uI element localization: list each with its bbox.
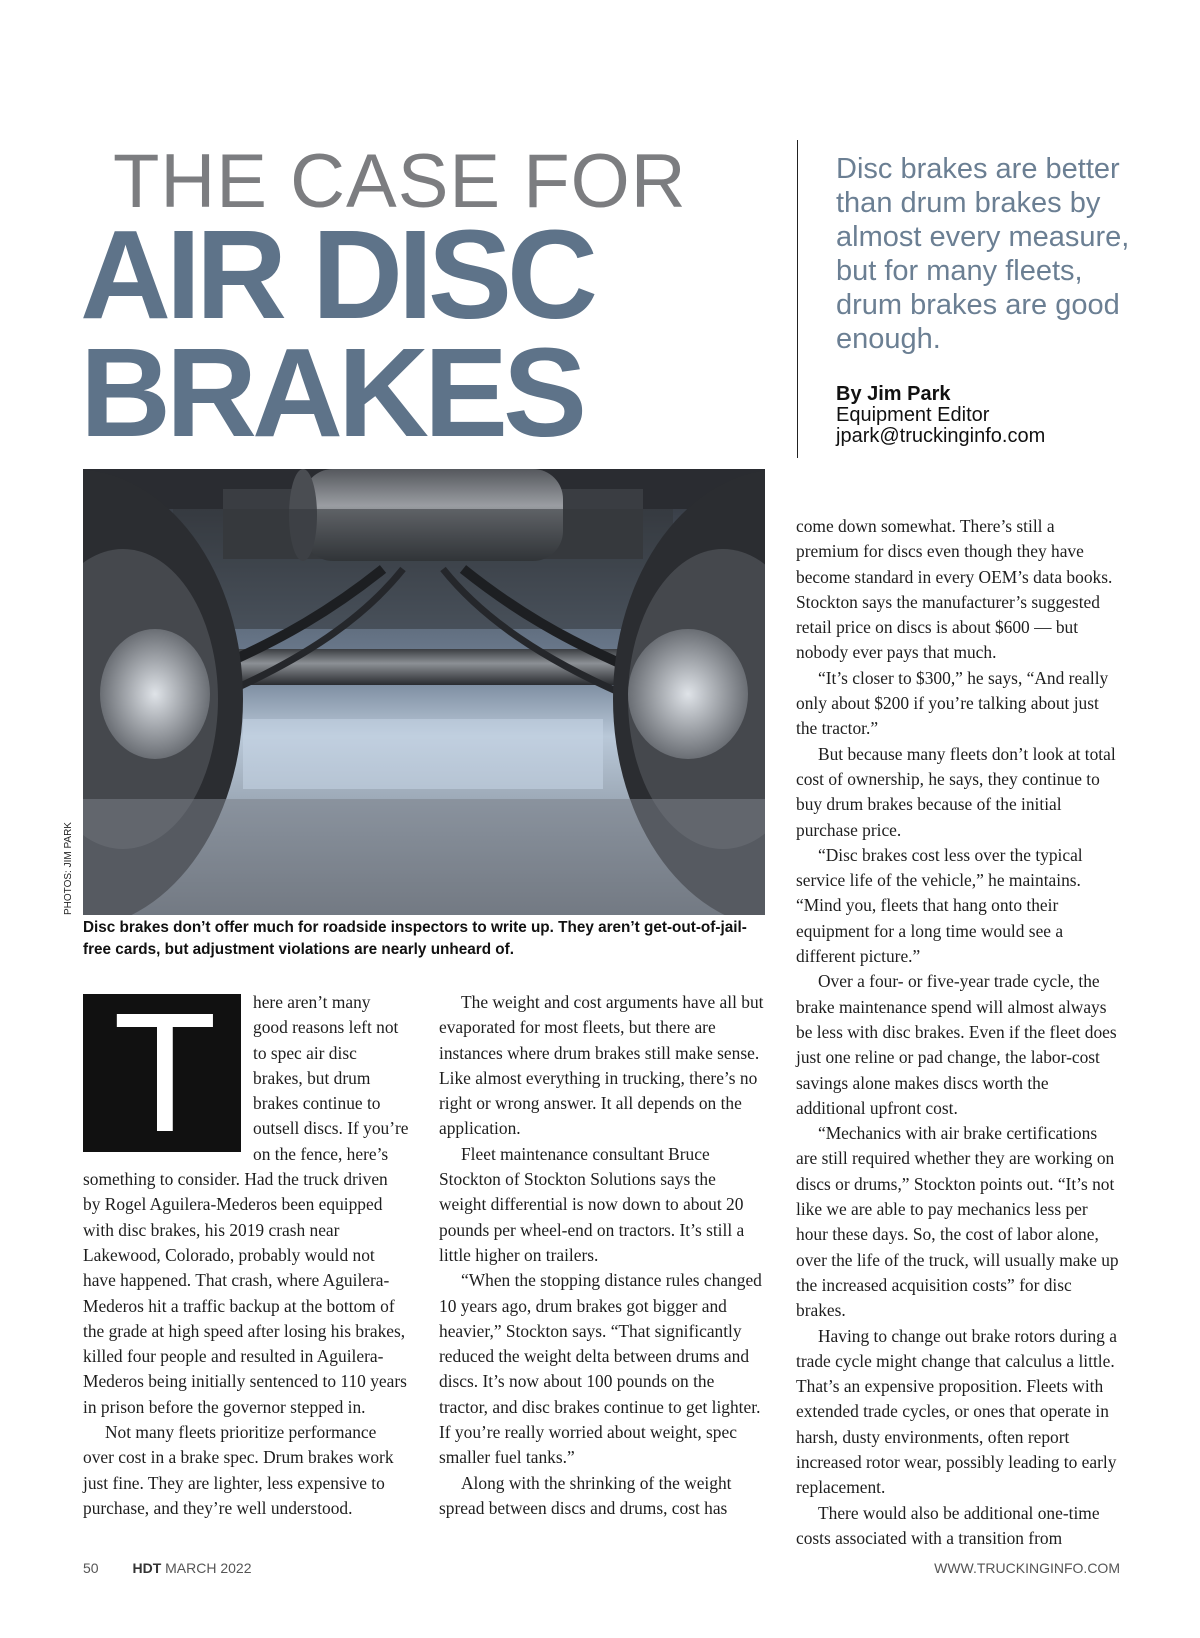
byline xyxy=(836,384,1156,447)
issue-date: MARCH 2022 xyxy=(165,1560,252,1576)
body-paragraph: “Mechanics with air brake certifications are still required whether they are working on discs or drums,” Stockton points out. “It’s not like we are able to pay mechanics less per hour these days. So, the cost of labor alone, over the life of the truck, will usually make up the increased acquisition costs” for disc brakes. xyxy=(796,1123,1119,1321)
divider-rule xyxy=(797,140,798,458)
body-paragraph: “When the stopping distance rules changed 10 years ago, drum brakes got bigger and heavier,” Stockton says. “That significantly reduced the weight delta between drums and discs. It’s now about 100 pounds on the tractor, and disc brakes continue to get lighter. If you’re really worried about weight, spec smaller fuel tanks.” xyxy=(439,1270,762,1468)
body-paragraph: come down somewhat. There’s still a premium for discs even though they have become standard in every OEM’s data books. Stockton says the manufacturer’s suggested retail price on discs is about $600 — but nobody ever pays that much. xyxy=(796,516,1113,663)
body-paragraph: “It’s closer to $300,” he says, “And really only about $200 if you’re talking about just the tractor.” xyxy=(796,667,1109,739)
body-paragraph: The weight and cost arguments have all but evaporated for most fleets, but there are instances where drum brakes still make sense. Like almost everything in trucking, there’s no right or wrong answer. It all depends on the application. xyxy=(439,992,764,1139)
body-paragraph: There would also be additional one-time costs associated with a transition from xyxy=(796,1502,1100,1548)
body-column-3 xyxy=(796,514,1120,1551)
headline-kicker: THE CASE FOR xyxy=(113,139,687,224)
drop-cap: T xyxy=(83,994,241,1152)
footer-left xyxy=(83,1560,252,1576)
page-number: 50 xyxy=(83,1560,99,1576)
photo-credit: PHOTOS: JIM PARK xyxy=(63,822,74,915)
body-column-2 xyxy=(439,990,765,1521)
deck-text: Disc brakes are better than drum brakes by almost every measure, but for many fleets, drum brakes are good enough. xyxy=(836,153,1130,355)
body-paragraph: Along with the shrinking of the weight spread between discs and drums, cost has xyxy=(439,1472,732,1518)
body-paragraph: But because many fleets don’t look at total cost of ownership, he says, they continue to buy drum brakes because of the initial purchase price. xyxy=(796,743,1116,840)
website-url[interactable]: WWW.TRUCKINGINFO.COM xyxy=(934,1560,1120,1576)
author-name: By Jim Park xyxy=(836,383,951,405)
truck-axle-photo xyxy=(83,469,765,915)
body-paragraph: Fleet maintenance consultant Bruce Stockton of Stockton Solutions says the weight differential is now down to about 20 pounds per wheel-end on tractors. It’s still a little higher on trailers. xyxy=(439,1143,745,1265)
author-title: Equipment Editor xyxy=(836,404,990,426)
body-paragraph: here aren’t many good reasons left not to spec air disc brakes, but drum brakes continue to outsell discs. If you’re on the fence, here’s something to consider. Had the truck driven by Rogel Aguilera-Mederos been equipped with disc brakes, his 2019 crash near Lakewood, Colorado, probably would not have happened. That crash, where Aguilera-Mederos hit a traffic backup at the bottom of the grade at high speed after losing his brakes, killed four people and resulted in Aguilera-Mederos being initially sentenced to 110 years in prison before the governor stepped in. xyxy=(83,992,409,1417)
body-paragraph: Having to change out brake rotors during a trade cycle might change that calculus a little. That’s an expensive proposition. Fleets with extended trade cycles, or ones that operate in harsh, dusty environments, often report increased rotor wear, possibly leading to early replacement. xyxy=(796,1325,1117,1498)
headline-line-2: AIR DISC xyxy=(80,204,594,345)
body-paragraph: Not many fleets prioritize performance over cost in a brake spec. Drum brakes work just fine. They are lighter, less expensive to purchase, and they’re well understood. xyxy=(83,1422,394,1518)
body-paragraph: “Disc brakes cost less over the typical service life of the vehicle,” he maintains. “Mind you, fleets that hang onto their equipment for a long time would see a different picture.” xyxy=(796,844,1083,967)
magazine-name: HDT xyxy=(132,1560,162,1576)
body-column-1 xyxy=(83,978,409,1521)
headline-line-3: BRAKES xyxy=(80,322,583,463)
author-email[interactable]: jpark@truckinginfo.com xyxy=(836,425,1046,447)
photo-caption: Disc brakes don’t offer much for roadside inspectors to write up. They aren’t get-out-of-jail-free cards, but adjustment violations are nearly unheard of. xyxy=(83,919,747,958)
body-paragraph: Over a four- or five-year trade cycle, the brake maintenance spend will almost always be less with disc brakes. Even if the fleet does just one reline or pad change, the labor-cost savings alone makes discs worth the additional upfront cost. xyxy=(796,971,1117,1118)
